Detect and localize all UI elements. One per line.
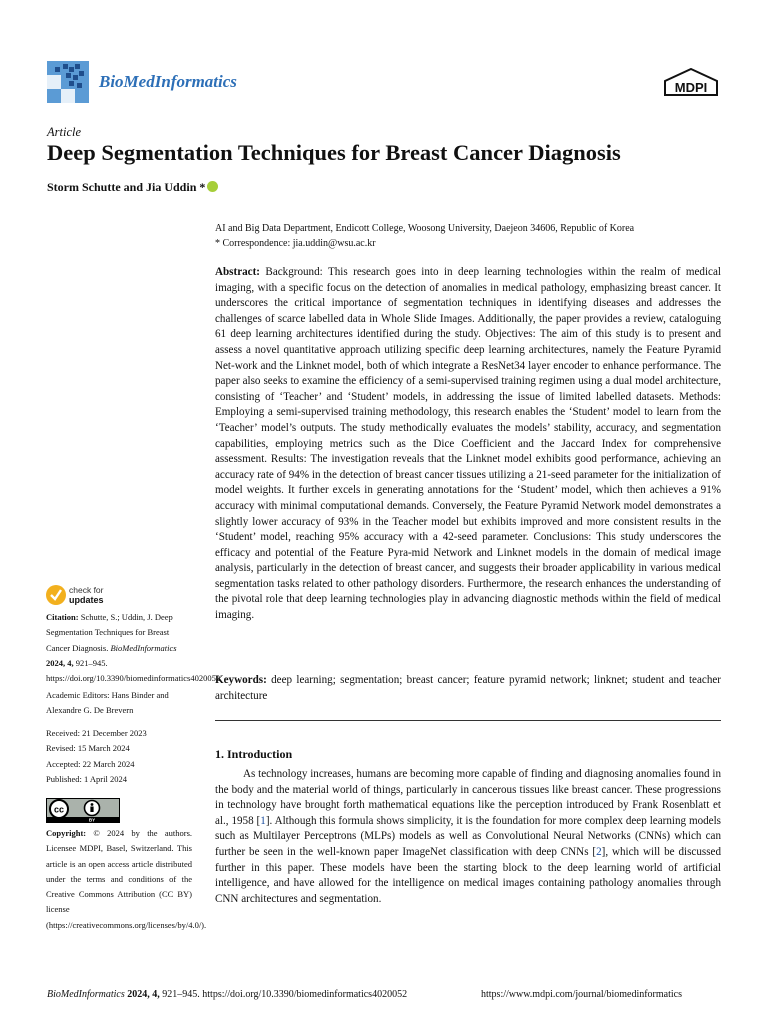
paper-title: Deep Segmentation Techniques for Breast Cancer Diagnosis (47, 140, 621, 165)
footer-journal-url[interactable]: https://www.mdpi.com/journal/biomedinformatics (481, 989, 682, 1000)
author-names: Storm Schutte and Jia Uddin * (47, 180, 206, 194)
abstract-text: Background: This research goes into in deep learning technologies within the realm of medical imaging, with a specific focus on the detection of anomalies in medical pathology, emphasizing breast cancer. It underscores the critical importance of segmentation techniques in identifying diseases and addresses the challenges of scarce labelled data in Whole Slide Images. Additionally, the paper provides a review, cataloguing 61 deep learning architectures identified during the study. Objectives: The aim of this study is to present and assess a novel quantitative approach utilizing specific deep learning architectures, namely the Feature Pyramid Net-work and the Linknet model, both of which integrate a ResNet34 layer encoder to enhance performance. The paper also seeks to examine the efficiency of a semi-supervised training regimen using a dual model architecture, consisting of ‘Teacher’ and ‘Student’ models, in addressing the issue of limited labelled datasets. Methods: Employing a semi-supervised training methodology, this research enables the ‘Student’ model to learn from the ‘Teacher’ model’s outputs. The study methodically evaluates the models’ stability, accuracy, and segmentation capabilities, employing metrics such as the Dice Coefficient and the Jaccard Index for comprehensive assessment. Results: The investigation reveals that the Linknet model exhibits good performance, achieving an accuracy rate of 94% in the detection of breast cancer tissues utilizing a 21-seed parameter for the initialization of model weights. It further excels in generating annotations for the ‘Student’ model, which then achieves a 91% accuracy with minimal computational demands. Conversely, the Feature Pyramid Network model demonstrates a slightly lower accuracy of 93% in the Teacher model but exhibits improved and more consistent results in the ‘Student’ model, reaching 95% accuracy with a 42-seed parameter. Conclusions: This study underscores the efficacy and potential of the Feature Pyra-mid Network and Linknet models in the domain of medical image analysis, particularly in the detection of breast cancer, and suggests their broader applicability in various medical segmentation tasks related to other pathology disorders. Furthermore, the research enhances the understanding of the pivotal role that deep learning technologies play in advancing diagnostic methods within the field of medical imaging. (215, 266, 721, 622)
accepted-date: Accepted: 22 March 2024 (46, 758, 135, 769)
intro-text-1: As technology increases, humans are becoming more capable of finding and diagnosing anomalies found in the body and the material world of things, particularly in cancerous tissues like breast cancer. These progressions in technology have brought forth mathematical equations like the perception introduced by Frank Rosenblatt et al., 1958 [ (215, 768, 721, 827)
citation-journal: BioMedInformatics (110, 642, 177, 653)
abstract-label: Abstract: (215, 266, 260, 278)
keywords-text: deep learning; segmentation; breast cancer; feature pyramid network; linknet; student and teacher architecture (215, 674, 721, 702)
mdpi-logo-icon (663, 68, 719, 102)
affiliation: AI and Big Data Department, Endicott College, Woosong University, Daejeon 34606, Republic of Korea (215, 223, 635, 234)
citation-label: Citation: (46, 612, 79, 622)
published-date: Published: 1 April 2024 (46, 773, 127, 784)
affiliation-block (215, 221, 720, 251)
check-updates-line1: check for (69, 585, 104, 595)
copyright-text: © 2024 by the authors. Licensee MDPI, Basel, Switzerland. This article is an open access article distributed under the terms and conditions of the Creative Commons Attribution (CC BY) license (https://creativecommons.org/licenses/by/4.0/). (46, 828, 207, 930)
footer-doi[interactable]: 921–945. https://doi.org/10.3390/biomedinformatics4020052 (162, 989, 408, 1000)
citation-volume: 2024, 4, (46, 657, 74, 668)
intro-paragraph (215, 767, 721, 907)
intro-text-2: ]. Although this formula shows simplicity, it is the foundation for more complex deep learning models such as Multilayer Perceptrons (MLPs) models as well as Convolutional Neural Networks (CNNs) which can further be seen in the well-known paper ImageNet classification with deep CNNs [ (215, 814, 721, 858)
orcid-icon[interactable] (207, 181, 218, 192)
article-type: Article (47, 125, 82, 139)
svg-text:cc: cc (53, 804, 65, 815)
check-for-updates-badge[interactable] (45, 583, 125, 607)
intro-text-3: ], which will be discussed further in this paper. These models have been the starting block to the deep learning world of artificial intelligence, and have allowed for the intelligence on medical images containing pathology anomalies through CNN architectures and segmentation. (215, 845, 721, 905)
check-updates-line2: updates (69, 595, 104, 605)
footer-journal: BioMedInformatics (47, 989, 125, 1000)
abstract (215, 265, 721, 624)
citation-text: Schutte, S.; Uddin, J. Deep Segmentation Techniques for Breast Cancer Diagnosis. (46, 612, 173, 653)
correspondence: * Correspondence: jia.uddin@wsu.ac.kr (215, 238, 376, 249)
dates-block (46, 726, 192, 787)
authors (47, 180, 218, 195)
footer-citation (47, 989, 407, 1000)
journal-logo-icon (47, 61, 89, 103)
publisher-name: MDPI (674, 80, 708, 95)
cc-by-license-icon[interactable] (46, 798, 120, 823)
reference-link-1[interactable]: 1 (260, 814, 266, 827)
copyright-block (46, 826, 207, 933)
section-divider (215, 720, 721, 721)
intro-heading: 1. Introduction (215, 747, 293, 761)
citation-block (46, 610, 221, 686)
footer-volume: 2024, 4, (127, 989, 160, 1000)
citation-rest: 921–945. https://doi.org/10.3390/biomedinformatics4020052 (46, 657, 221, 684)
check-updates-icon (46, 585, 66, 605)
keywords-label: Keywords: (215, 674, 267, 686)
svg-text:BY: BY (88, 817, 96, 823)
journal-name: BioMedInformatics (99, 72, 237, 91)
copyright-label: Copyright: (46, 828, 87, 838)
academic-editors: Academic Editors: Hans Binder and Alexandre G. De Brevern (46, 690, 169, 716)
keywords (215, 673, 721, 704)
reference-link-2[interactable]: 2 (596, 845, 602, 858)
received-date: Received: 21 December 2023 (46, 728, 147, 738)
revised-date: Revised: 15 March 2024 (46, 743, 130, 754)
